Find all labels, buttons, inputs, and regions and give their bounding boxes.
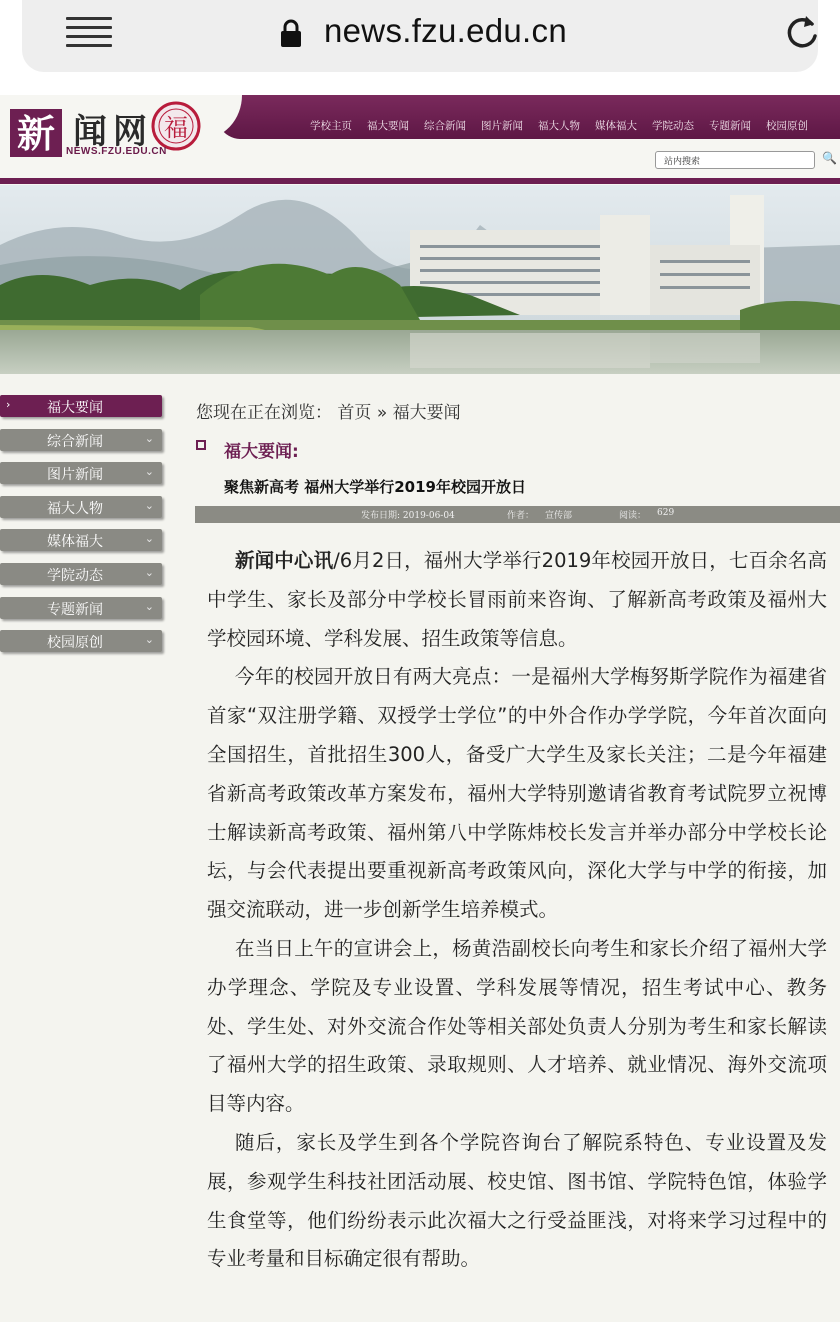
square-bullet-icon xyxy=(196,440,206,450)
nav-item-college-news[interactable]: 学院动态 xyxy=(652,120,694,132)
reload-icon[interactable] xyxy=(782,12,822,52)
paragraph-text: 今年的校园开放日有两大亮点：一是福州大学梅努斯学院作为福建省首家“双注册学籍、双授学士学位”的中外合作办学学院，今年首次面向全国招生，首批招生300人，备受广大学生及家长关注；二是今年福建省新高考政策改革方案发布，福州大学特别邀请省教育考试院罗立祝博士解读新高考政策、福州第八中学陈炜校长发言并举办部分中学校长论坛，与会代表提出要重视新高考政策风向，深化大学与中学的衔接，加强交流联动，进一步创新学生培养模式。 xyxy=(207,665,827,922)
breadcrumb xyxy=(196,398,461,423)
article-paragraph xyxy=(207,658,827,930)
arrow-right-icon: › xyxy=(6,398,11,411)
chevron-down-icon: ⌄ xyxy=(144,498,154,512)
nav-item-photo-news[interactable]: 图片新闻 xyxy=(481,120,523,132)
nav-item-home[interactable]: 学校主页 xyxy=(310,120,352,132)
nav-item-original[interactable]: 校园原创 xyxy=(766,120,808,132)
sidebar-item-general-news[interactable] xyxy=(0,429,162,451)
chevron-down-icon: ⌄ xyxy=(144,532,154,546)
sidebar-item-photo-news[interactable] xyxy=(0,462,162,484)
sidebar-item-label: 综合新闻 xyxy=(47,433,103,450)
sidebar-item-label: 图片新闻 xyxy=(47,467,103,484)
chevron-down-icon: ⌄ xyxy=(144,431,154,445)
sidebar xyxy=(0,395,170,664)
views-label: 阅读： xyxy=(619,511,647,521)
article-paragraph xyxy=(207,1124,827,1279)
svg-text:闻: 闻 xyxy=(73,112,107,152)
sidebar-item-label: 福大要闻 xyxy=(47,400,103,416)
breadcrumb-home-link[interactable]: 首页 xyxy=(337,403,372,423)
paragraph-text: /6月2日，福州大学举行2019年校园开放日，七百余名高中学生、家长及部分中学校长冒雨前来咨询、了解新高考政策及福州大学校园环境、学科发展、招生政策等信息。 xyxy=(207,549,827,650)
view-count: 629 xyxy=(657,508,675,518)
url-text: news.fzu.edu.cn xyxy=(324,12,567,49)
nav-item-media[interactable]: 媒体福大 xyxy=(595,120,637,132)
chevron-down-icon: ⌄ xyxy=(144,565,154,579)
sidebar-item-media[interactable] xyxy=(0,529,162,551)
article-title: 聚焦新高考 福州大学举行2019年校园开放日 xyxy=(224,478,526,496)
section-title: 福大要闻: xyxy=(224,442,299,462)
nav-item-general-news[interactable]: 综合新闻 xyxy=(424,120,466,132)
breadcrumb-prefix: 您现在正在浏览： xyxy=(196,403,332,423)
site-header xyxy=(0,95,840,185)
sidebar-item-label: 学院动态 xyxy=(47,567,103,584)
nav-item-people[interactable]: 福大人物 xyxy=(538,120,580,132)
sidebar-item-label: 福大人物 xyxy=(47,500,103,517)
publish-date: 发布日期: 2019-06-04 xyxy=(361,511,455,521)
nav-item-special[interactable]: 专题新闻 xyxy=(709,120,751,132)
sidebar-item-label: 校园原创 xyxy=(47,635,103,652)
svg-text:网: 网 xyxy=(113,112,147,152)
logo-subtitle: NEWS.FZU.EDU.CN xyxy=(66,146,167,157)
header-divider xyxy=(0,178,840,184)
author-label: 作者： xyxy=(507,511,535,521)
chevron-down-icon: ⌄ xyxy=(144,599,154,613)
sidebar-item-label: 媒体福大 xyxy=(47,534,103,551)
browser-toolbar xyxy=(0,0,840,95)
dateline-lead: 新闻中心讯 xyxy=(235,549,334,572)
article-body xyxy=(207,542,827,1279)
paragraph-text: 随后，家长及学生到各个学院咨询台了解院系特色、专业设置及发展，参观学生科技社团活动展、校史馆、图书馆、学院特色馆，体验学生食堂等，他们纷纷表示此次福大之行受益匪浅，对将来学习过程中的专业考量和目标确定很有帮助。 xyxy=(207,1130,827,1271)
nav-item-headlines[interactable]: 福大要闻 xyxy=(367,120,409,132)
article-meta-bar xyxy=(195,506,840,523)
paragraph-text: 在当日上午的宣讲会上，杨黄浩副校长向考生和家长介绍了福州大学办学理念、学院及专业设置、学科发展等情况，招生考试中心、教务处、学生处、对外交流合作处等相关部处负责人分别为考生和家长解读了福州大学的招生政策、录取规则、人才培养、就业情况、海外交流项目等内容。 xyxy=(207,936,827,1116)
chevron-down-icon: ⌄ xyxy=(144,633,154,647)
breadcrumb-current[interactable]: 福大要闻 xyxy=(392,403,461,423)
article-paragraph xyxy=(207,542,827,658)
banner-illustration xyxy=(0,185,840,374)
sidebar-item-label: 专题新闻 xyxy=(47,601,103,618)
chevron-down-icon: ⌄ xyxy=(144,465,154,479)
sidebar-item-special[interactable] xyxy=(0,597,162,619)
breadcrumb-separator: » xyxy=(376,403,388,423)
sidebar-item-people[interactable] xyxy=(0,496,162,518)
hamburger-menu-icon[interactable] xyxy=(66,17,112,49)
sidebar-item-headlines[interactable] xyxy=(0,395,162,417)
main-nav xyxy=(210,95,840,139)
svg-text:新: 新 xyxy=(16,111,56,156)
search-icon[interactable]: 🔍 xyxy=(822,151,837,165)
svg-text:福: 福 xyxy=(164,114,188,142)
article-paragraph xyxy=(207,930,827,1124)
site-search-input[interactable]: 站内搜索 xyxy=(655,151,815,169)
campus-banner-image xyxy=(0,185,840,374)
author: 宣传部 xyxy=(545,511,573,521)
lock-icon xyxy=(280,18,302,48)
sidebar-item-college-news[interactable] xyxy=(0,563,162,585)
address-bar[interactable] xyxy=(22,0,818,72)
sidebar-item-original[interactable] xyxy=(0,630,162,652)
